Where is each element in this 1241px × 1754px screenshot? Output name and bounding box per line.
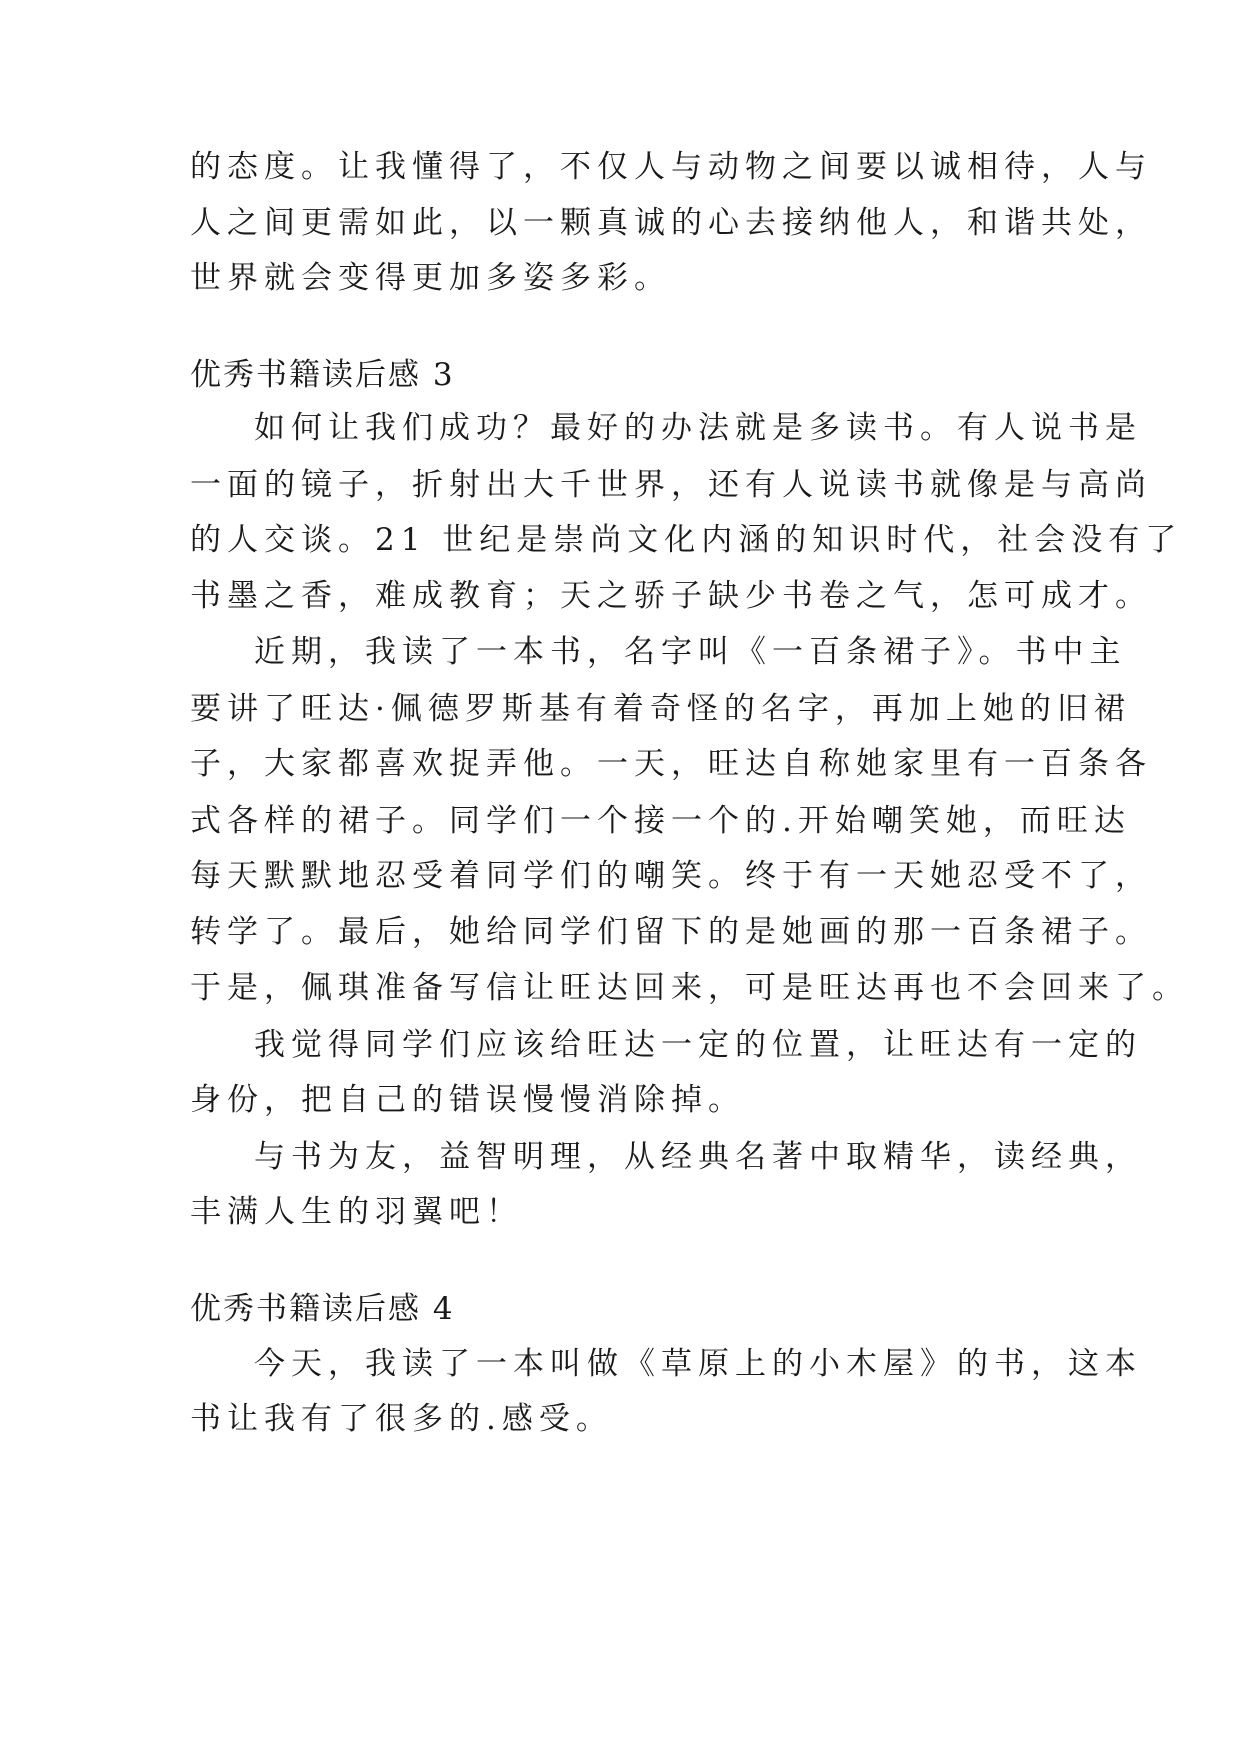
text-line: 的人交谈。21 世纪是崇尚文化内涵的知识时代，社会没有了 [190, 522, 1183, 558]
text-line: 如何让我们成功？最好的办法就是多读书。有人说书是 [254, 410, 1142, 446]
section-title: 优秀书籍读后感 4 [190, 1291, 455, 1327]
text-line: 转学了。最后，她给同学们留下的是她画的那一百条裙子。 [190, 914, 1152, 950]
text-line: 丰满人生的羽翼吧！ [190, 1194, 523, 1230]
text-line: 于是，佩琪准备写信让旺达回来，可是旺达再也不会回来了。 [190, 970, 1189, 1006]
text-line: 人之间更需如此，以一颗真诚的心去接纳他人，和谐共处， [190, 205, 1152, 241]
text-line: 近期，我读了一本书，名字叫《一百条裙子》。书中主 [254, 634, 1127, 670]
text-line: 与书为友，益智明理，从经典名著中取精华，读经典， [254, 1139, 1142, 1175]
text-line: 身份，把自己的错误慢慢消除掉。 [190, 1082, 745, 1118]
text-line: 子，大家都喜欢捉弄他。一天，旺达自称她家里有一百条各 [190, 746, 1152, 782]
text-line: 式各样的裙子。同学们一个接一个的.开始嘲笑她，而旺达 [190, 803, 1131, 839]
text-line: 的态度。让我懂得了，不仅人与动物之间要以诚相待，人与 [190, 149, 1152, 185]
text-line: 每天默默地忍受着同学们的嘲笑。终于有一天她忍受不了， [190, 858, 1152, 894]
text-line: 一面的镜子，折射出大千世界，还有人说读书就像是与高尚 [190, 467, 1152, 503]
text-line: 我觉得同学们应该给旺达一定的位置，让旺达有一定的 [254, 1027, 1142, 1063]
text-line: 要讲了旺达·佩德罗斯基有着奇怪的名字，再加上她的旧裙 [190, 691, 1131, 727]
text-line: 书墨之香，难成教育；天之骄子缺少书卷之气，怎可成才。 [190, 578, 1152, 614]
section-title: 优秀书籍读后感 3 [190, 357, 455, 393]
text-line: 书让我有了很多的.感受。 [190, 1401, 613, 1437]
text-line: 今天，我读了一本叫做《草原上的小木屋》的书，这本 [254, 1346, 1142, 1382]
text-line: 世界就会变得更加多姿多彩。 [190, 260, 671, 296]
